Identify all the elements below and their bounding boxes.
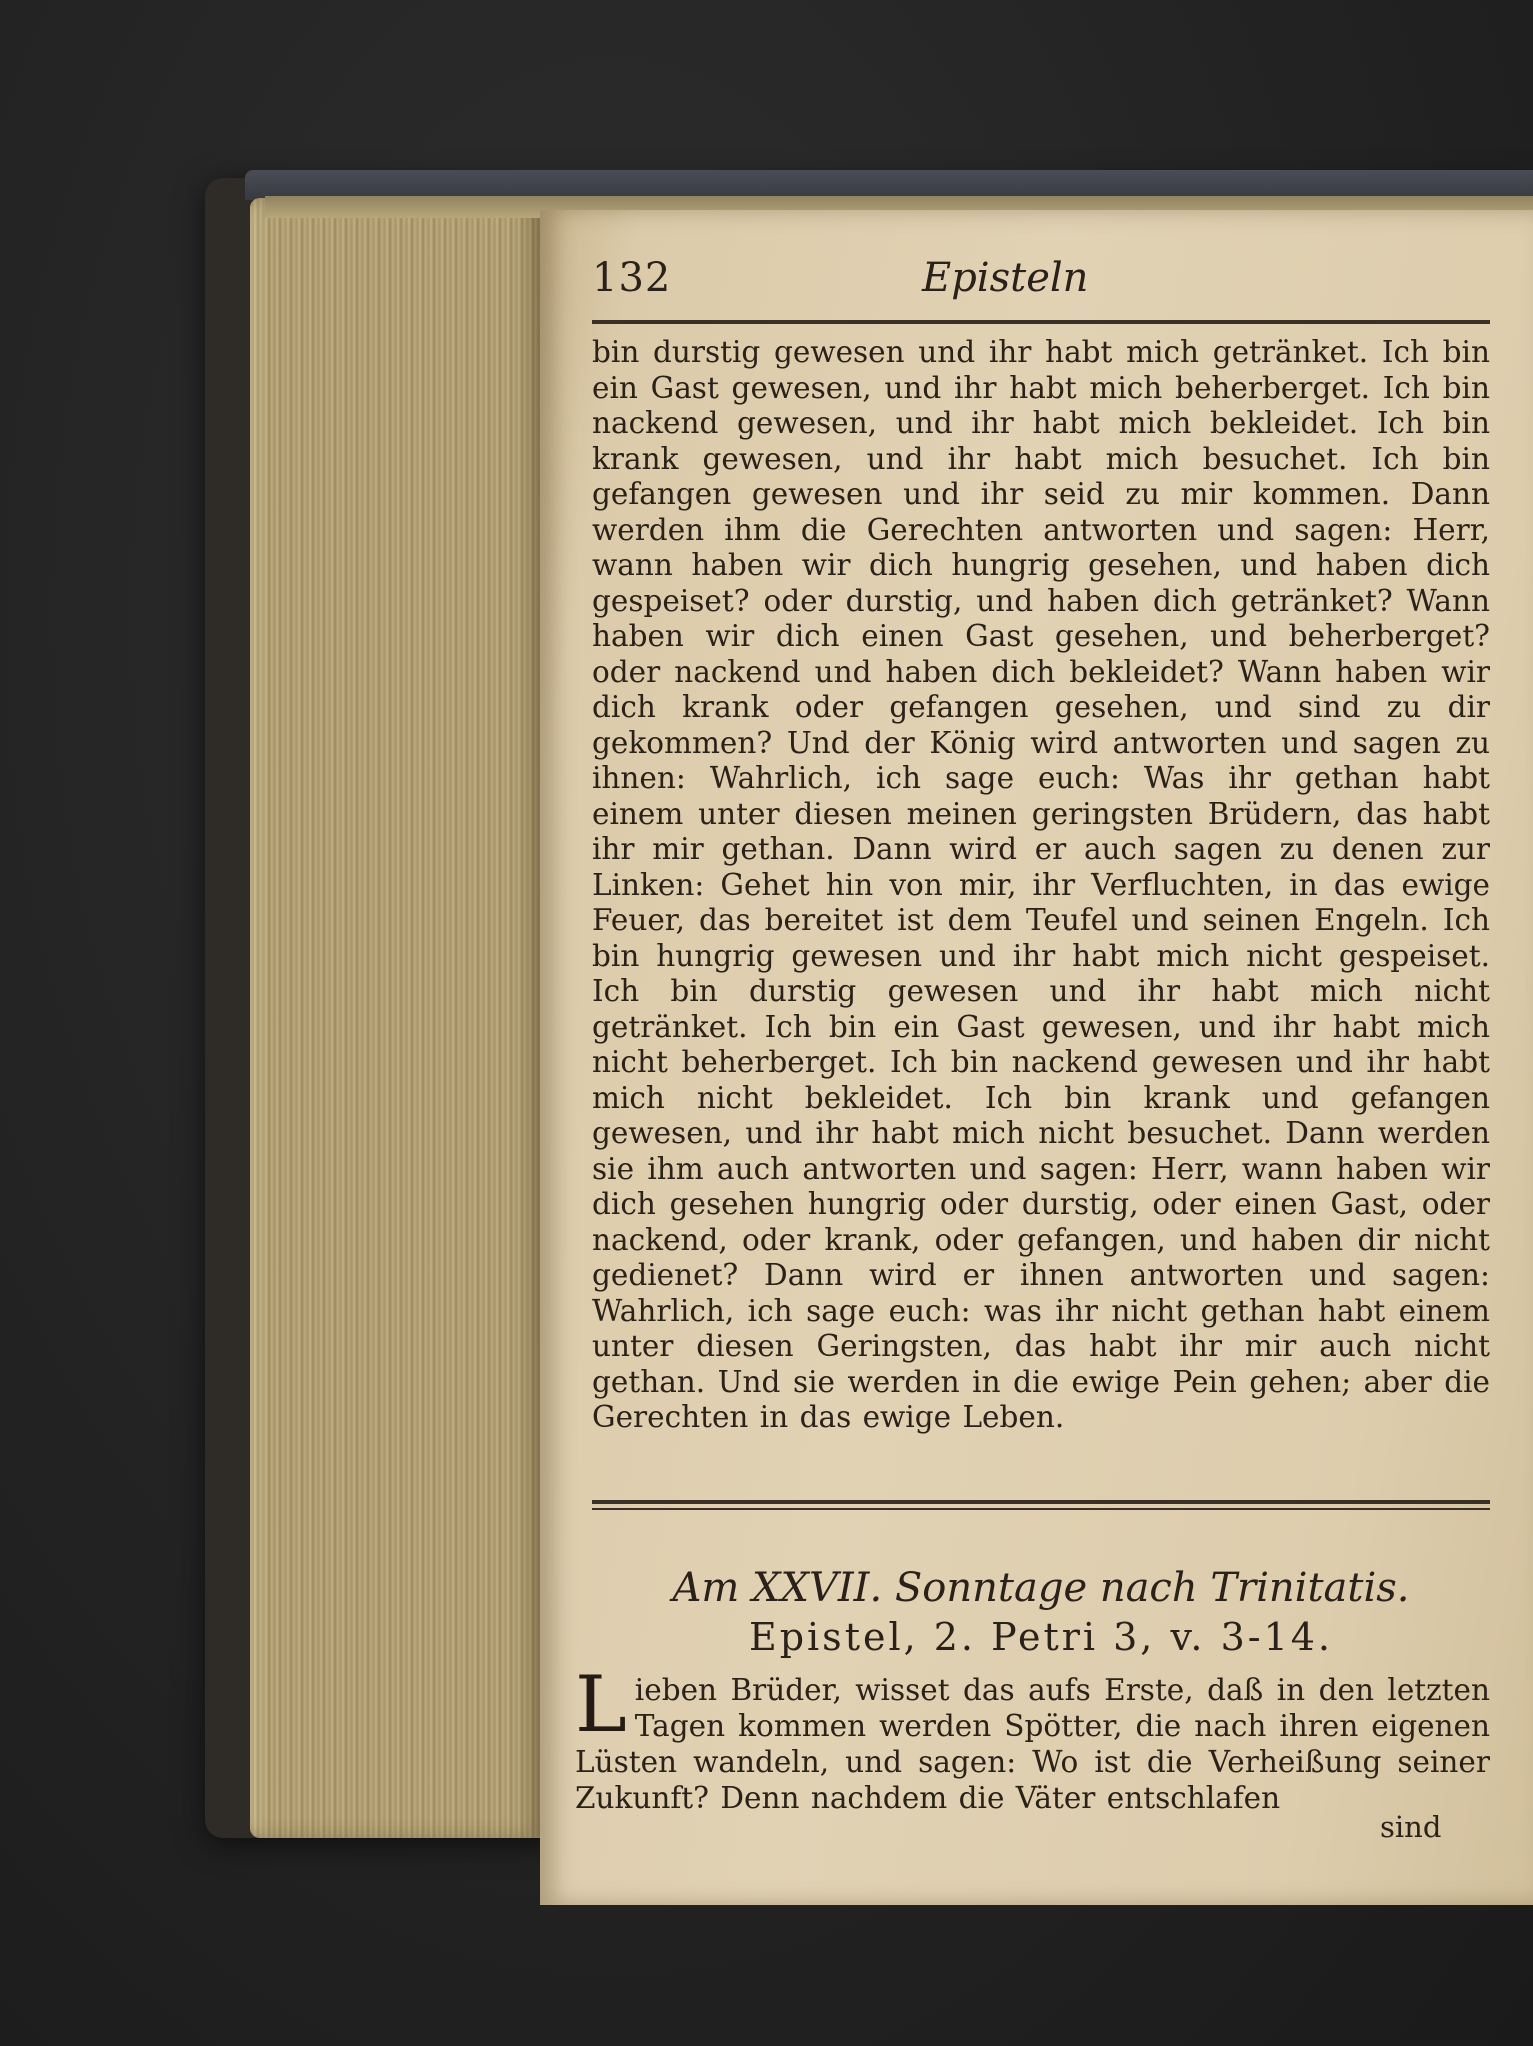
header-rule <box>592 320 1490 324</box>
page-edges <box>250 198 540 1838</box>
catchword: sind <box>1380 1810 1442 1844</box>
section-divider-rule <box>592 1500 1490 1504</box>
section-subtitle: Epistel, 2. Petri 3, v. 3-14. <box>748 1615 1334 1659</box>
page-header <box>592 255 1392 315</box>
body-text <box>592 335 1490 1436</box>
section-title: Am XXVII. Sonntage nach Trinitatis. <box>672 1565 1410 1611</box>
body-paragraph: bin durstig gewesen und ihr habt mich getränket. Ich bin ein Gast gewesen, und ihr habt mich beherberget. Ich bin nackend gewesen, und ihr habt mich bekleidet. Ich bin krank gewesen, und ihr habt mich besuchet. Ich bin gefangen gewesen und ihr seid zu mir kommen. Dann werden ihm die Gerechten antworten und sagen: Herr, wann haben wir dich hungrig gesehen, und haben dich gespeiset? oder durstig, und haben dich getränket? Wann haben wir dich einen Gast gesehen, und beherberget? oder nackend und haben dich bekleidet? Wann haben wir dich krank oder gefangen gesehen, und sind zu dir gekommen? Und der König wird antworten und sagen zu ihnen: Wahrlich, ich sage euch: Was ihr gethan habt einem unter diesen meinen geringsten Brüdern, das habt ihr mir gethan. Dann wird er auch sagen zu denen zur Linken: Gehet hin von mir, ihr Verfluchten, in das ewige Feuer, das bereitet ist dem Teufel und seinen Engeln. Ich bin hungrig gewesen und ihr habt mich nicht gespeiset. Ich bin durstig gewesen und ihr habt mich nicht getränket. Ich bin ein Gast gewesen, und ihr habt mich nicht beherberget. Ich bin nackend gewesen und ihr habt mich nicht bekleidet. Ich bin krank und gefangen gewesen, und ihr habt mich nicht besuchet. Dann werden sie ihm auch antworten und sagen: Herr, wann haben wir dich gesehen hungrig oder durstig, oder einen Gast, oder nackend, oder krank, oder gefangen, und haben dir nicht gedienet? Dann wird er ihnen antworten und sagen: Wahrlich, ich sage euch: was ihr nicht gethan habt einem unter diesen Geringsten, das habt ihr mir auch nicht gethan. Und sie werden in die ewige Pein gehen; aber die Gerechten in das ewige Leben. <box>592 335 1490 1434</box>
section-text <box>575 1660 1490 1816</box>
page-number: 132 <box>592 255 672 301</box>
drop-cap: L <box>575 1660 627 1750</box>
section-paragraph <box>575 1660 1490 1816</box>
section-divider-rule-thin <box>592 1508 1490 1510</box>
section-paragraph-text: ieben Brüder, wisset das aufs Erste, daß in den letzten Tagen kommen werden Spötter, die nach ihren eigenen Lüsten wandeln, und sagen: Wo ist die Verheißung seiner Zukunft? Denn nachdem die Väter entschlafen <box>575 1673 1490 1815</box>
running-head: Episteln <box>922 255 1089 301</box>
